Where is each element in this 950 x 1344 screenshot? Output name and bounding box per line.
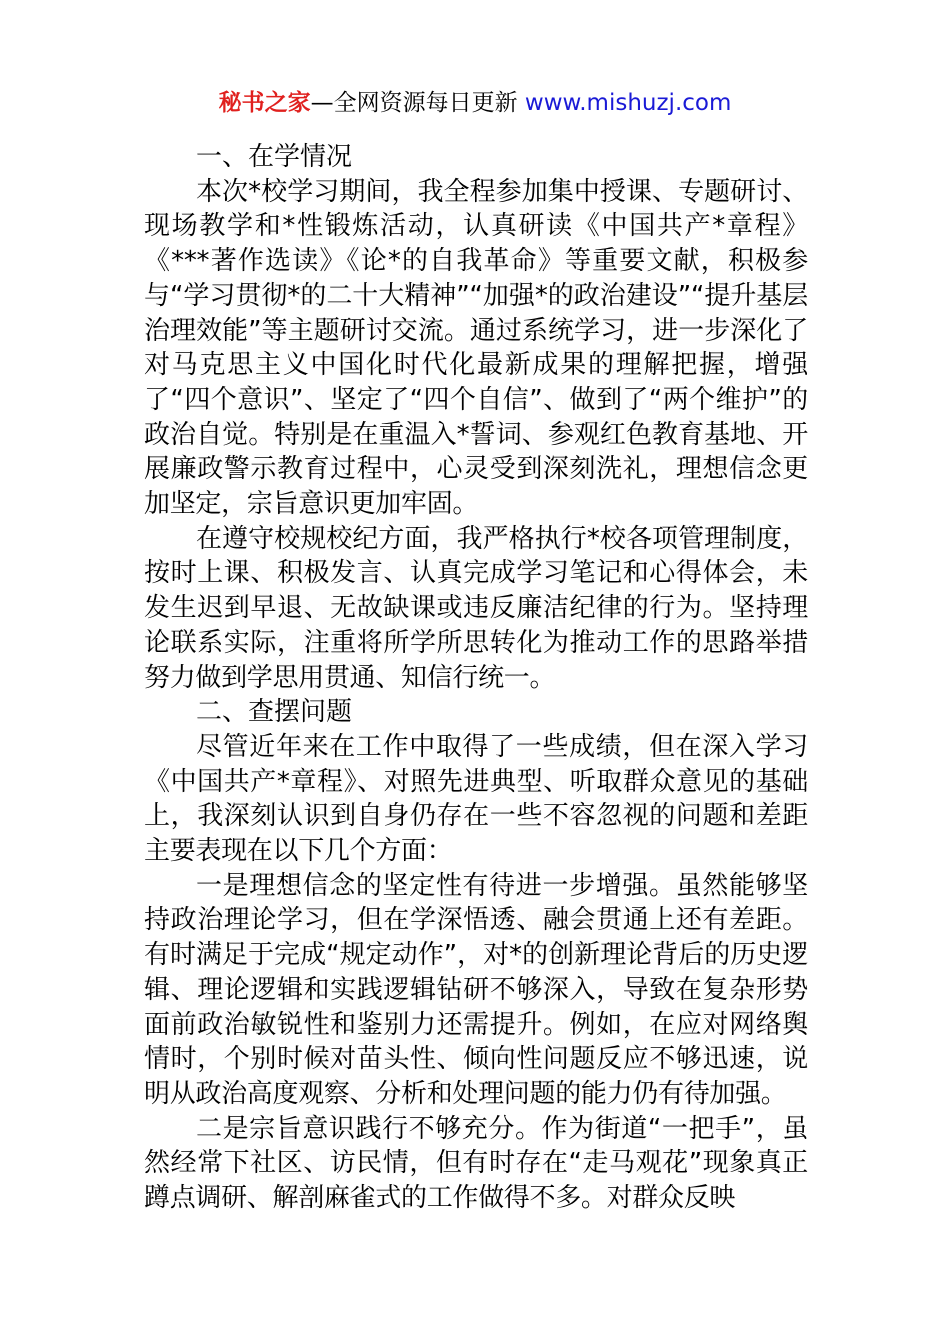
section-heading: 一、在学情况 xyxy=(196,142,353,172)
site-url-link[interactable]: www.mishuzj.com xyxy=(524,90,732,116)
paragraph: 本次*校学习期间，我全程参加集中授课、专题研讨、现场教学和*性锻炼活动，认真研读《中国共产*章程》《***著作选读》《论*的自我革命》等重要文献，积极参与“学习贯彻*的二十大精神”“加强*的政治建设”“提升基层治理效能”等主题研讨交流。通过系统学习，进一步深化了对马克思主义中国化时代化最新成果的理解把握，增强了“四个意识”、坚定了“四个自信”、做到了“两个维护”的政治自觉。特别是在重温入*誓词、参观红色教育基地、开展廉政警示教育过程中，心灵受到深刻洗礼，理想信念更加坚定，宗旨意识更加牢固。 xyxy=(144,176,808,520)
site-tagline: —全网资源每日更新 xyxy=(310,90,525,116)
document-body xyxy=(144,140,808,1216)
paragraph: 尽管近年来在工作中取得了一些成绩，但在深入学习《中国共产*章程》、对照先进典型、听取群众意见的基础上，我深刻认识到自身仍存在一些不容忽视的问题和差距主要表现在以下几个方面： xyxy=(144,731,808,867)
site-brand: 秘书之家 xyxy=(218,90,311,116)
paragraph: 二是宗旨意识践行不够充分。作为街道“一把手”，虽然经常下社区、访民情，但有时存在“走马观花”现象真正蹲点调研、解剖麻雀式的工作做得不多。对群众反映 xyxy=(144,1113,808,1214)
paragraph: 在遵守校规校纪方面，我严格执行*校各项管理制度，按时上课、积极发言、认真完成学习笔记和心得体会，未发生迟到早退、无故缺课或违反廉洁纪律的行为。坚持理论联系实际，注重将所学所思转化为推动工作的思路举措努力做到学思用贯通、知信行统一。 xyxy=(144,523,808,693)
section-heading: 二、查摆问题 xyxy=(196,697,353,728)
paragraph: 一是理想信念的坚定性有待进一步增强。虽然能够坚持政治理论学习，但在学深悟透、融会贯通上还有差距。有时满足于完成“规定动作”，对*的创新理论背后的历史逻辑、理论逻辑和实践逻辑钻研不够深入，导致在复杂形势面前政治敏锐性和鉴别力还需提升。例如，在应对网络舆情时，个别时候对苗头性、倾向性问题反应不够迅速，说明从政治高度观察、分析和处理问题的能力仍有待加强。 xyxy=(144,870,808,1109)
site-header xyxy=(0,86,950,120)
